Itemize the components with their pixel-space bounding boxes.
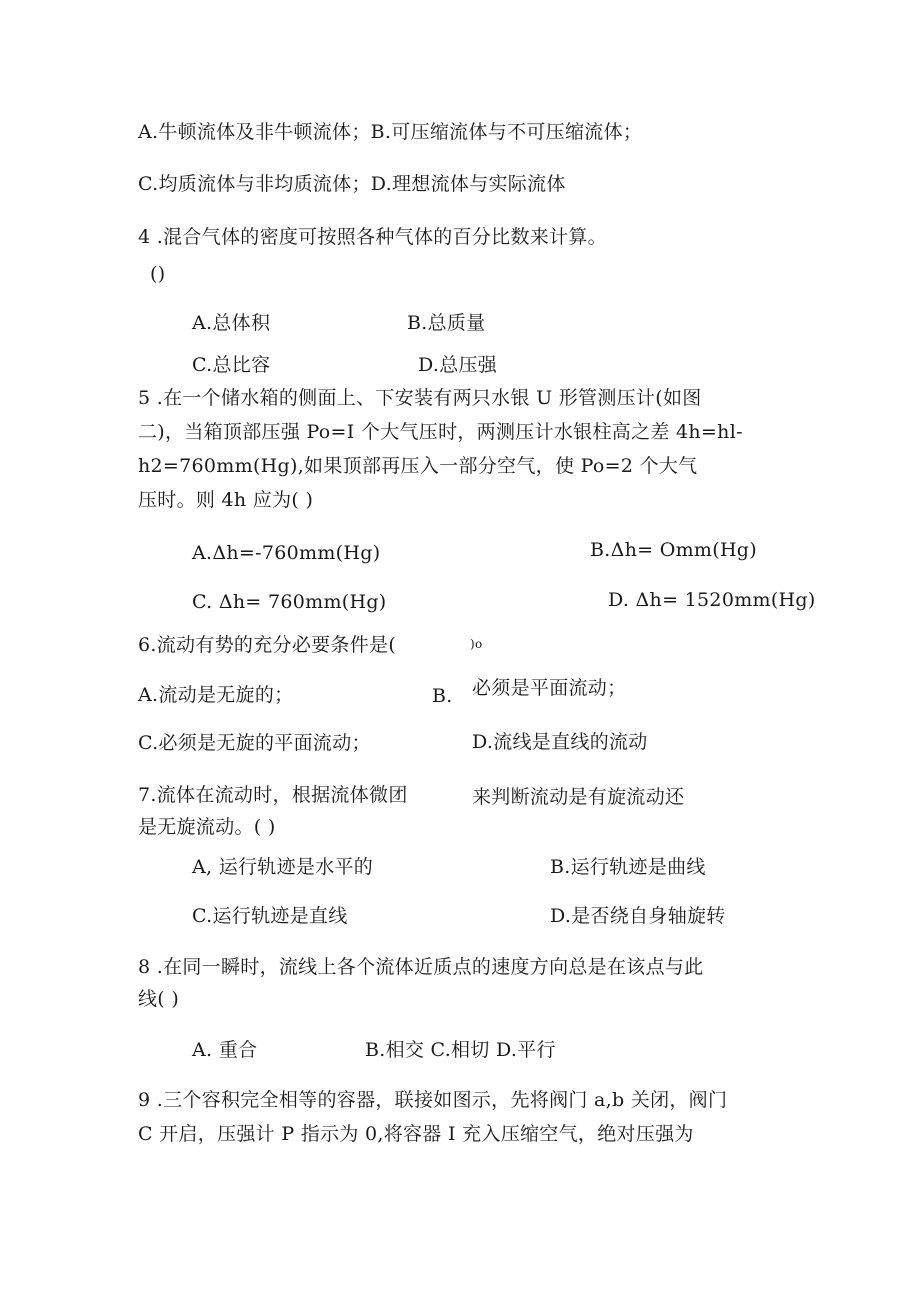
- q5-stem-line1: 5 .在一个储水箱的侧面上、下安装有两只水银 U 形管测压计(如图: [138, 387, 702, 409]
- q7-option-d: D.是否绕自身轴旋转: [550, 905, 726, 927]
- q4-option-d: D.总压强: [418, 354, 498, 376]
- q3-options-line1: A.牛顿流体及非牛顿流体；B.可压缩流体与不可压缩流体；: [138, 121, 643, 143]
- q5-stem-line3: h2=760mm(Hg),如果顶部再压入一部分空气，使 Po=2 个大气: [138, 455, 698, 477]
- q6-option-b-text: 必须是平面流动；: [472, 677, 627, 699]
- q6-stem-end: )o: [470, 637, 483, 651]
- q3-options-line2: C.均质流体与非均质流体；D.理想流体与实际流体: [138, 173, 566, 195]
- q5-option-c: C. Δh= 760mm(Hg): [192, 591, 387, 613]
- q4-option-a: A.总体积: [192, 312, 271, 334]
- q8-options-bcd: B.相交 C.相切 D.平行: [365, 1039, 556, 1061]
- q7-option-b: B.运行轨迹是曲线: [550, 856, 706, 878]
- q9-stem-line1: 9 .三个容积完全相等的容器，联接如图示，先将阀门 a,b 关闭，阀门: [138, 1089, 728, 1111]
- q7-option-a: A, 运行轨迹是水平的: [192, 856, 374, 878]
- q6-stem: 6.流动有势的充分必要条件是(: [138, 634, 397, 656]
- q4-answer-paren: (): [150, 263, 166, 285]
- q5-stem-line4: 压时。则 4h 应为( ): [138, 489, 314, 511]
- q7-stem-left: 7.流体在流动时，根据流体微团: [138, 784, 408, 806]
- q8-stem-line2: 线( ): [138, 988, 180, 1010]
- q4-option-b: B.总质量: [407, 312, 486, 334]
- q7-stem-right: 来判断流动是有旋流动还: [472, 786, 685, 808]
- q4-stem: 4 .混合气体的密度可按照各种气体的百分比数来计算。: [138, 226, 607, 248]
- q9-stem-line2: C 开启，压强计 P 指示为 0,将容器 I 充入压缩空气，绝对压强为: [138, 1123, 694, 1145]
- q6-option-b-letter: B.: [432, 685, 453, 707]
- q4-option-c: C.总比容: [192, 354, 271, 376]
- q6-option-d: D.流线是直线的流动: [472, 731, 648, 753]
- q5-option-b: B.Δh= Omm(Hg): [590, 539, 757, 561]
- q5-option-a: A.Δh=-760mm(Hg): [192, 542, 381, 564]
- q8-stem-line1: 8 .在同一瞬时，流线上各个流体近质点的速度方向总是在该点与此: [138, 956, 704, 978]
- q6-option-c: C.必须是无旋的平面流动；: [138, 732, 371, 754]
- q7-option-c: C.运行轨迹是直线: [192, 905, 348, 927]
- q5-stem-line2: 二)，当箱顶部压强 Po=I 个大气压时，两测压计水银柱高之差 4h=hl-: [138, 421, 743, 443]
- q5-option-d: D. Δh= 1520mm(Hg): [608, 589, 816, 611]
- q7-stem-line2: 是无旋流动。( ): [138, 816, 276, 838]
- q8-option-a: A. 重合: [192, 1039, 258, 1061]
- q6-option-a: A.流动是无旋的；: [138, 684, 294, 706]
